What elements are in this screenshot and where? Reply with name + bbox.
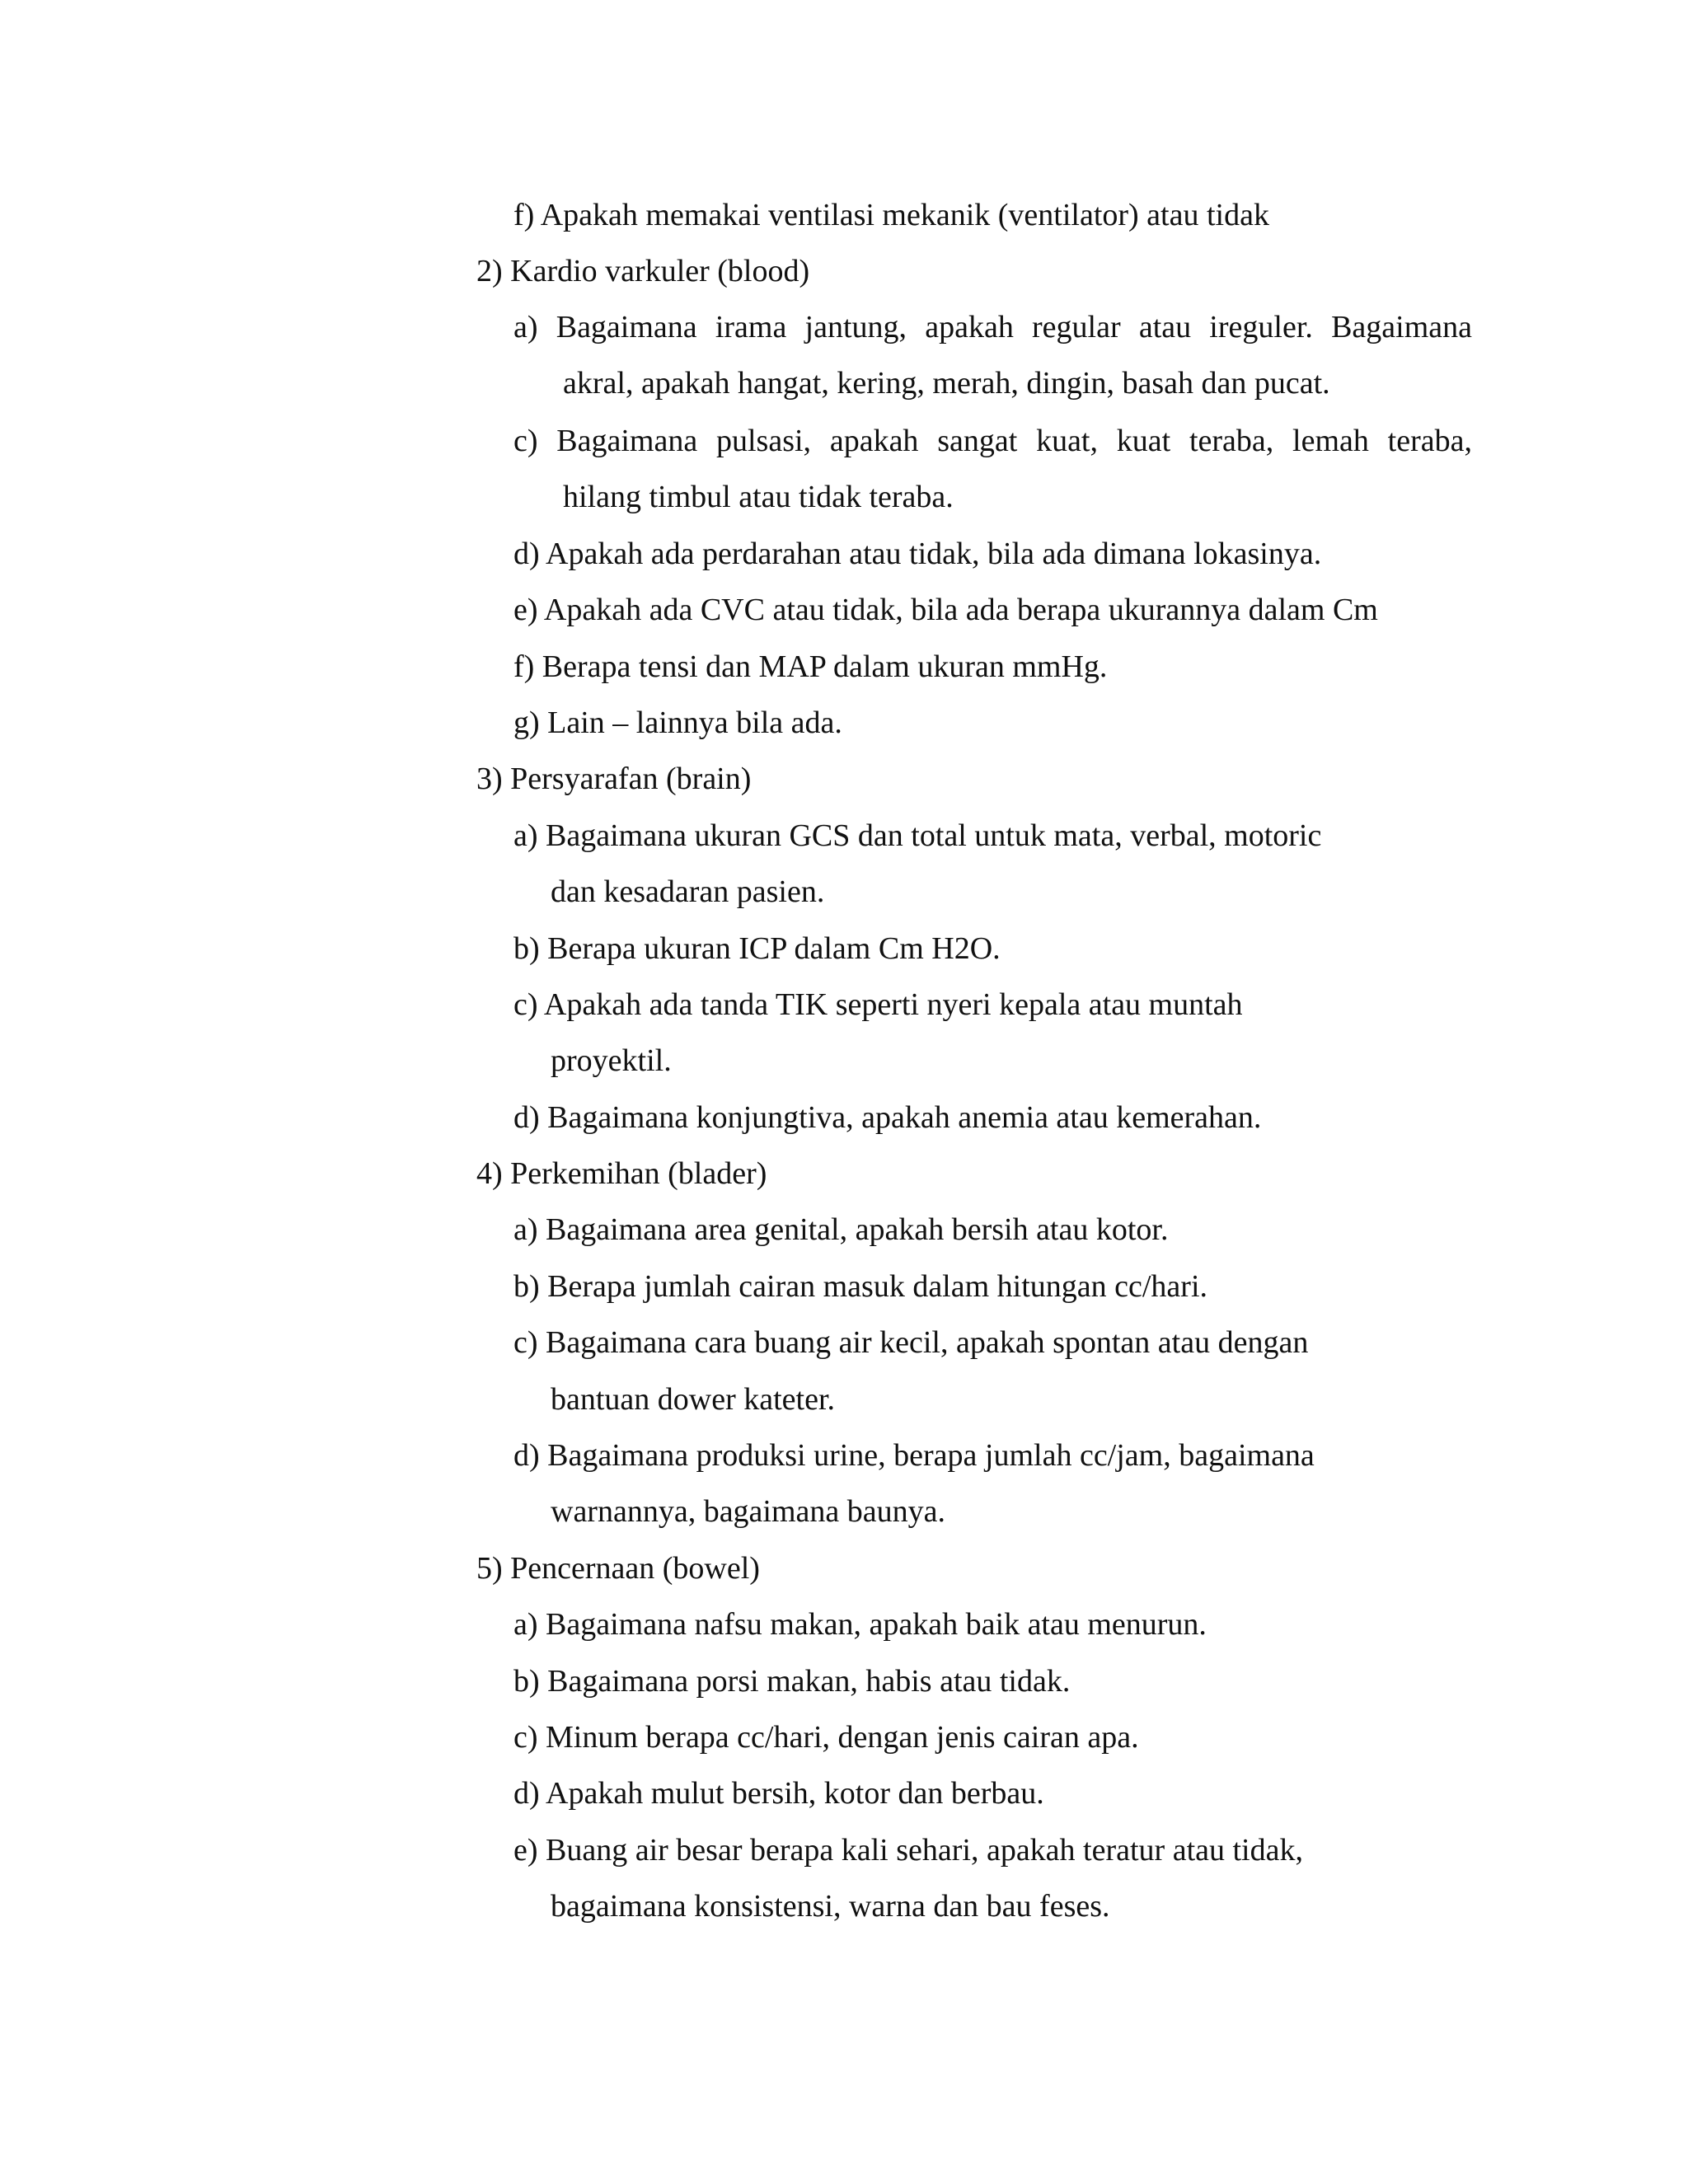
item-f-ventilator: f) Apakah memakai ventilasi mekanik (ventilator) atau tidak (513, 198, 1269, 232)
item-b-porsi-makan: b) Bagaimana porsi makan, habis atau tidak. (513, 1664, 1071, 1699)
item-b-cairan: b) Berapa jumlah cairan masuk dalam hitungan cc/hari. (513, 1269, 1208, 1304)
item-e-cvc: e) Apakah ada CVC atau tidak, bila ada berapa ukurannya dalam Cm (513, 593, 1378, 627)
item-b-icp: b) Berapa ukuran ICP dalam Cm H2O. (513, 931, 1001, 966)
item-a-irama-jantung: a) Bagaimana irama jantung, apakah regular atau ireguler. Bagaimana (513, 310, 1472, 344)
item-c-tik-continuation: proyektil. (551, 1043, 672, 1078)
item-c-pulsasi: c) Bagaimana pulsasi, apakah sangat kuat, kuat teraba, lemah teraba, (513, 424, 1472, 458)
item-c-bak: c) Bagaimana cara buang air kecil, apakah spontan atau dengan (513, 1325, 1309, 1360)
item-a-genital: a) Bagaimana area genital, apakah bersih atau kotor. (513, 1212, 1169, 1247)
item-a-continuation: akral, apakah hangat, kering, merah, dingin, basah dan pucat. (563, 366, 1330, 401)
section-3-heading: 3) Persyarafan (brain) (476, 762, 752, 796)
item-f-tensi: f) Berapa tensi dan MAP dalam ukuran mmHg. (513, 649, 1108, 684)
item-e-bab-continuation: bagaimana konsistensi, warna dan bau feses. (551, 1889, 1110, 1924)
section-2-heading: 2) Kardio varkuler (blood) (476, 254, 810, 288)
item-c-continuation: hilang timbul atau tidak teraba. (563, 480, 954, 514)
item-a-nafsu-makan: a) Bagaimana nafsu makan, apakah baik atau menurun. (513, 1607, 1207, 1642)
item-a-gcs-continuation: dan kesadaran pasien. (551, 874, 825, 909)
item-d-urine: d) Bagaimana produksi urine, berapa jumlah cc/jam, bagaimana (513, 1438, 1315, 1473)
item-c-minum: c) Minum berapa cc/hari, dengan jenis cairan apa. (513, 1720, 1139, 1755)
item-e-bab: e) Buang air besar berapa kali sehari, apakah teratur atau tidak, (513, 1833, 1303, 1868)
item-a-gcs: a) Bagaimana ukuran GCS dan total untuk mata, verbal, motoric (513, 818, 1322, 853)
section-5-heading: 5) Pencernaan (bowel) (476, 1551, 760, 1586)
item-d-urine-continuation: warnannya, bagaimana baunya. (551, 1494, 946, 1529)
section-4-heading: 4) Perkemihan (blader) (476, 1156, 767, 1191)
item-d-perdarahan: d) Apakah ada perdarahan atau tidak, bila ada dimana lokasinya. (513, 537, 1322, 571)
item-c-tik: c) Apakah ada tanda TIK seperti nyeri kepala atau muntah (513, 987, 1243, 1022)
item-d-mulut: d) Apakah mulut bersih, kotor dan berbau. (513, 1776, 1044, 1811)
item-d-konjungtiva: d) Bagaimana konjungtiva, apakah anemia atau kemerahan. (513, 1100, 1262, 1135)
item-c-bak-continuation: bantuan dower kateter. (551, 1382, 836, 1417)
item-g-lain: g) Lain – lainnya bila ada. (513, 705, 842, 740)
